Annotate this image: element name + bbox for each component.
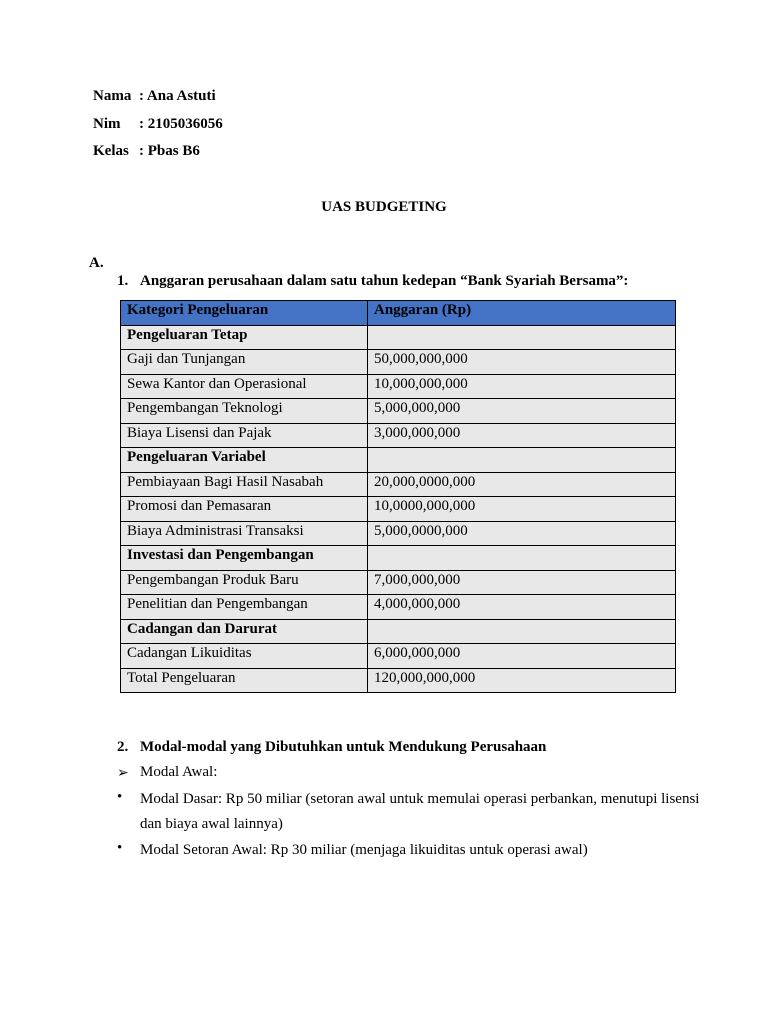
student-class-row [93,143,200,160]
table-row [121,595,676,620]
table-row [121,668,676,693]
table-section-row [121,325,676,350]
question-2-number: 2. [117,739,129,755]
table-row [121,521,676,546]
budget-table-body [121,325,676,693]
amount-cell [368,619,676,644]
amount-cell: 7,000,000,000 [368,570,676,595]
name-value: : Ana Astuti [139,88,216,104]
category-cell: Biaya Lisensi dan Pajak [121,423,368,448]
nim-label: Nim [93,116,121,132]
header-category: Kategori Pengeluaran [121,301,368,326]
category-cell: Pembiayaan Bagi Hasil Nasabah [121,472,368,497]
arrow-item-text: Modal Awal: [140,764,218,780]
bullet-icon: • [117,789,123,805]
class-label: Kelas [93,143,129,159]
section-heading-cell: Investasi dan Pengembangan [121,546,368,571]
table-section-row [121,448,676,473]
table-row [121,423,676,448]
amount-cell [368,448,676,473]
student-name-row [93,88,216,105]
section-heading-cell: Pengeluaran Variabel [121,448,368,473]
amount-cell: 120,000,000,000 [368,668,676,693]
question-1-number: 1. [117,273,129,289]
amount-cell [368,546,676,571]
category-cell: Biaya Administrasi Transaksi [121,521,368,546]
amount-cell: 3,000,000,000 [368,423,676,448]
amount-cell: 50,000,000,000 [368,350,676,375]
amount-cell: 5,000,0000,000 [368,521,676,546]
table-row [121,497,676,522]
question-2-text: Modal-modal yang Dibutuhkan untuk Mendukung Perusahaan [140,739,547,755]
bullet-icon: • [117,840,123,856]
category-cell: Total Pengeluaran [121,668,368,693]
budget-table [120,300,676,693]
amount-cell: 10,0000,000,000 [368,497,676,522]
table-section-row [121,619,676,644]
amount-cell [368,325,676,350]
table-row [121,350,676,375]
arrow-bullet-icon: ➢ [117,766,129,781]
table-row [121,472,676,497]
nim-value: : 2105036056 [139,116,223,132]
category-cell: Promosi dan Pemasaran [121,497,368,522]
section-heading-cell: Cadangan dan Darurat [121,619,368,644]
class-value: : Pbas B6 [139,143,200,159]
bullet-item-1-text: Modal Dasar: Rp 50 miliar (setoran awal untuk memulai operasi perbankan, menutupi lisensi dan biaya awal lainnya) [140,791,700,832]
amount-cell: 20,000,0000,000 [368,472,676,497]
amount-cell: 5,000,000,000 [368,399,676,424]
section-heading-cell: Pengeluaran Tetap [121,325,368,350]
amount-cell: 6,000,000,000 [368,644,676,669]
question-1-text: Anggaran perusahaan dalam satu tahun kedepan “Bank Syariah Bersama”: [140,273,629,289]
header-amount: Anggaran (Rp) [368,301,676,326]
amount-cell: 10,000,000,000 [368,374,676,399]
section-a-label: A. [89,255,104,271]
category-cell: Pengembangan Teknologi [121,399,368,424]
category-cell: Sewa Kantor dan Operasional [121,374,368,399]
table-row [121,399,676,424]
document-title: UAS BUDGETING [321,199,447,215]
bullet-item-2-text: Modal Setoran Awal: Rp 30 miliar (menjaga likuiditas untuk operasi awal) [140,842,588,858]
name-label: Nama [93,88,132,104]
table-row [121,374,676,399]
student-nim-row [93,116,223,133]
category-cell: Pengembangan Produk Baru [121,570,368,595]
category-cell: Penelitian dan Pengembangan [121,595,368,620]
amount-cell: 4,000,000,000 [368,595,676,620]
table-section-row [121,546,676,571]
table-header-row [121,301,676,326]
table-row [121,644,676,669]
category-cell: Cadangan Likuiditas [121,644,368,669]
category-cell: Gaji dan Tunjangan [121,350,368,375]
table-row [121,570,676,595]
